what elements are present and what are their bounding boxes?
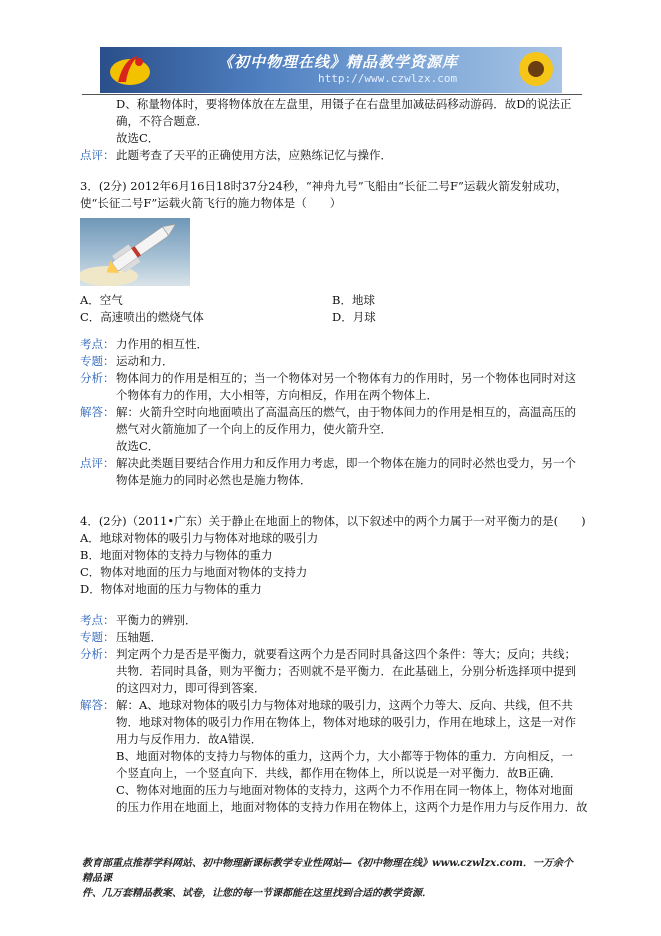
q3-options: [80, 292, 585, 326]
dianping-text: 解决此类题目要结合作用力和反作用力考虑，即一个物体在施力的同时必然也受力，另一个: [116, 456, 576, 470]
text-line: 个竖直向上，一个竖直向下．共线，都作用在物体上，所以说是一对平衡力．故B正确．: [116, 766, 562, 780]
jieda-label: 解答：: [80, 698, 115, 712]
footer-line: 件、几万套精品教案、试卷，让您的每一节课都能在这里找到合适的教学资源．: [82, 888, 432, 899]
fenxi-text: 物体间力的作用是相互的；当一个物体对另一个物体有力的作用时，另一个物体也同时对这: [116, 371, 576, 385]
q4-option-b[interactable]: B．地面对物体的支持力与物体的重力: [80, 548, 273, 562]
q4-stem: 4．(2分)（2011•广东）关于静止在地面上的物体，以下叙述中的两个力属于一对平衡力的是( ): [80, 514, 586, 528]
q3-fenxi-row: [80, 370, 585, 387]
zhuanti-text: 压轴题．: [116, 630, 162, 644]
q4-fenxi-row: [80, 646, 585, 663]
sunflower-icon: [516, 49, 556, 89]
text-line: 的这四对力，即可得到答案．: [116, 681, 266, 695]
review-label: 点评：: [80, 148, 115, 162]
header-banner: [100, 47, 562, 93]
question-4: [80, 513, 588, 816]
text-line: 的压力作用在地面上，地面对物体的支持力作用在物体上，这两个力是作用力与反作用力．故: [116, 800, 588, 814]
text-line: 物．地球对物体的吸引力作用在物体上，物体对地球的吸引力，作用在地球上，这是一对作: [116, 715, 576, 729]
document-body: [80, 96, 588, 816]
q4-zhuanti-row: [80, 629, 585, 646]
text-line: 用力与反作用力．故A错误．: [116, 732, 263, 746]
text-line: C、物体对地面的压力与地面对物体的支持力，这两个力不作用在同一物体上，物体对地面: [116, 783, 574, 797]
q4-option-d[interactable]: D．物体对地面的压力与物体的重力: [80, 582, 262, 596]
page-footer: [82, 856, 582, 901]
jieda-text: 解：A、地球对物体的吸引力与物体对地球的吸引力，这两个力等大、反向、共线，但不共: [116, 698, 573, 712]
banner-title: 《初中物理在线》精品教学资源库: [218, 53, 459, 71]
q3-jieda-row: [80, 404, 585, 421]
q3-option-a[interactable]: A．空气: [80, 293, 123, 307]
jieda-label: 解答：: [80, 405, 115, 419]
rocket-icon: [80, 218, 190, 286]
rocket-image: [80, 218, 190, 286]
q3-zhuanti-row: [80, 353, 585, 370]
kaodian-text: 平衡力的辨别．: [116, 613, 197, 627]
q3-stem-line: 3．(2分) 2012年6月16日18时37分24秒，“神舟九号”飞船由“长征二号F”运载火箭发射成功，: [80, 179, 568, 193]
review-row: [80, 147, 585, 164]
q3-option-c[interactable]: C．高速喷出的燃烧气体: [80, 310, 204, 324]
review-text: 此题考查了天平的正确使用方法，应熟练记忆与操作．: [116, 148, 392, 162]
site-logo-icon: [108, 52, 152, 88]
q4-option-a[interactable]: A．地球对物体的吸引力与物体对地球的吸引力: [80, 531, 319, 545]
question-3: [80, 178, 585, 489]
banner-url[interactable]: http://www.czwlzx.com: [318, 72, 458, 85]
fenxi-text: 判定两个力是否是平衡力，就要看这两个力是否同时具备这四个条件：等大；反向；共线；: [116, 647, 576, 661]
text-line: D、称量物体时，要将物体放在左盘里，用镊子在右盘里加减砝码移动游码．故D的说法正: [116, 97, 572, 111]
q3-option-b[interactable]: B．地球: [332, 293, 375, 307]
zhuanti-label: 专题：: [80, 354, 115, 368]
kaodian-label: 考点：: [80, 613, 115, 627]
q3-stem-line: 使“长征二号F”运载火箭飞行的施力物体是（ ）: [80, 196, 342, 210]
q3-kaodian-row: [80, 336, 585, 353]
text-line: 物体是施力的同时必然也是施力物体．: [116, 473, 312, 487]
text-line: 个物体有力的作用，大小相等，方向相反，作用在两个物体上．: [116, 388, 438, 402]
footer-line: 教育部重点推荐学科网站、初中物理新课标教学专业性网站—《初中物理在线》www.czwlzx.com．一万余个精品课: [82, 858, 573, 884]
zhuanti-text: 运动和力．: [116, 354, 174, 368]
q4-jieda-row: [80, 697, 585, 714]
fenxi-label: 分析：: [80, 647, 115, 661]
zhuanti-label: 专题：: [80, 630, 115, 644]
kaodian-label: 考点：: [80, 337, 115, 351]
text-line: 燃气对火箭施加了一个向上的反作用力，使火箭升空．: [116, 422, 392, 436]
header-rule: [82, 94, 582, 95]
text-line: 共物．若同时具备，则为平衡力；否则就不是平衡力．在此基础上，分别分析选择项中提到: [116, 664, 576, 678]
text-line: 确，不符合题意．: [116, 114, 208, 128]
q4-kaodian-row: [80, 612, 585, 629]
jieda-text: 解：火箭升空时向地面喷出了高温高压的燃气，由于物体间力的作用是相互的，高温高压的: [116, 405, 576, 419]
kaodian-text: 力作用的相互性．: [116, 337, 208, 351]
dianping-label: 点评：: [80, 456, 115, 470]
text-line: 故选C．: [116, 439, 160, 453]
text-line: B、地面对物体的支持力与物体的重力，这两个力，大小都等于物体的重力．方向相反，一: [116, 749, 573, 763]
q3-option-d[interactable]: D．月球: [332, 310, 376, 324]
q3-dianping-row: [80, 455, 585, 472]
text-line: 故选C．: [116, 131, 160, 145]
fenxi-label: 分析：: [80, 371, 115, 385]
previous-question-tail: [80, 96, 585, 164]
q4-option-c[interactable]: C．物体对地面的压力与地面对物体的支持力: [80, 565, 308, 579]
